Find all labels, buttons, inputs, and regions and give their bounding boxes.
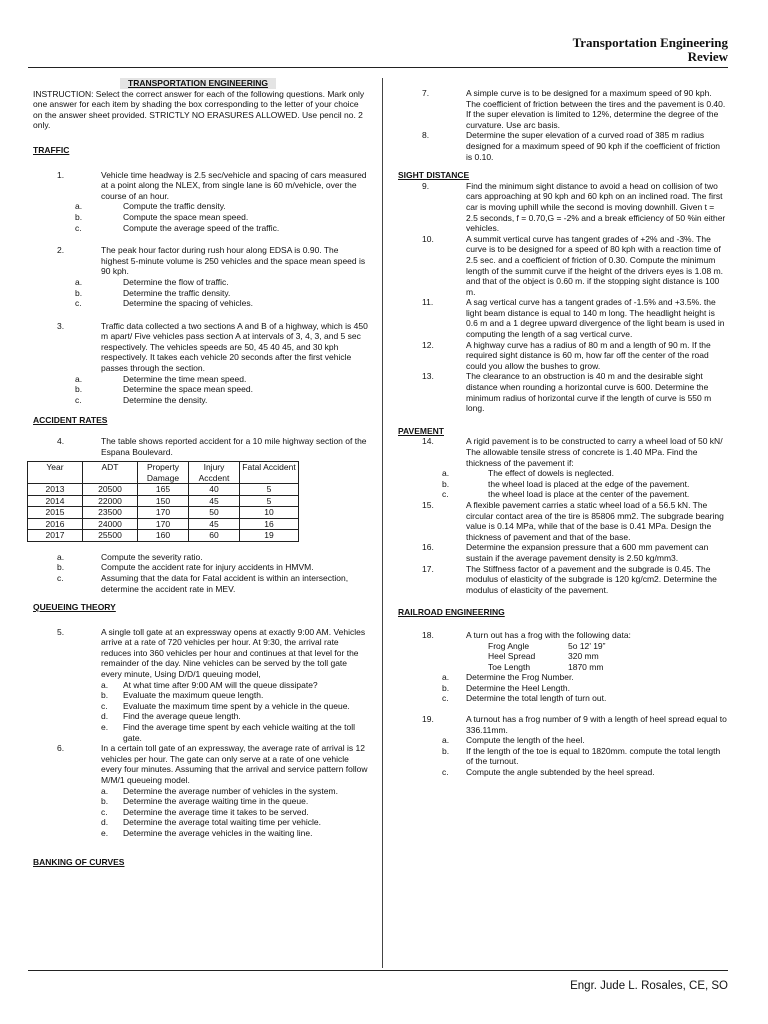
option-text: Determine the space mean speed. — [123, 384, 253, 395]
option-letter: b. — [75, 384, 83, 395]
option-text: Determine the average time it takes to be served. — [123, 806, 309, 817]
option-c — [33, 573, 368, 594]
question-text: The Stiffness factor of a pavement and the subgrade is 0.45. The modulus of elasticity of the subgrade is 120 kg/cm2. Determine the modulus of elasticity of the pavement. — [466, 563, 717, 595]
option-c — [398, 693, 728, 704]
table-cell: 160 — [138, 530, 189, 542]
question-6 — [33, 743, 368, 785]
footer-rule — [28, 970, 728, 971]
option-text: Determine the average waiting time in the queue. — [123, 796, 309, 807]
question-text: A single toll gate at an expressway opens at exactly 9:00 AM. Vehicles arrive at a rate of 720 vehicles per hour. At 9:30, the arrival rate reduces into 360 vehicles per hour and continues at that level for the remainder of the day. Nine vehicles can be served by the toll gate every minute, Using D/D/1 queuing model, — [101, 626, 366, 680]
table-cell: 19 — [240, 530, 299, 542]
question-3 — [33, 321, 368, 374]
table-row — [28, 530, 299, 542]
option-b — [33, 288, 368, 299]
question-19 — [398, 714, 728, 735]
option-letter: b. — [442, 478, 450, 489]
question-16 — [398, 542, 728, 563]
table-row — [28, 495, 299, 507]
question-text: The table shows reported accident for a 10 mile highway section of the Espana Boulevard. — [101, 436, 367, 457]
option-e — [33, 722, 368, 743]
header-subtitle: Review — [687, 49, 728, 64]
table-cell: 45 — [189, 518, 240, 530]
option-letter: c. — [442, 767, 449, 778]
table-cell: 2016 — [28, 518, 83, 530]
table-cell: 22000 — [83, 495, 138, 507]
question-number: 6. — [57, 743, 65, 754]
header-rule — [28, 67, 728, 68]
option-letter: e. — [101, 722, 109, 733]
option-e — [33, 828, 368, 839]
option-letter: b. — [101, 796, 109, 807]
section-sight-distance: SIGHT DISTANCE — [398, 170, 470, 181]
option-letter: c. — [75, 298, 82, 309]
option-a — [33, 374, 368, 385]
section-traffic: TRAFFIC — [33, 144, 70, 155]
question-number: 8. — [422, 130, 430, 141]
question-text: A simple curve is to be designed for a maximum speed of 90 kph. The coefficient of friction between the tires and the pavement is 0.40. If the super elevation is limited to 12%, determine the degree of the curvature. Use arc basis. — [466, 88, 726, 130]
option-letter: c. — [75, 222, 82, 233]
question-text: A summit vertical curve has tangent grades of +2% and -3%. The curve is to be designed for a speed of 80 kph with a reaction time of 2.5 sec. and a coefficient of friction of 0.30. Compute the minimum length of the summit curve if the height of the drivers eyes is 1.08 m. and that of the object is 0.60 m. if the stopping sight distance is 100 m. — [466, 233, 724, 297]
option-b — [33, 690, 368, 701]
frog-data-label: Toe Length — [488, 661, 531, 672]
question-number: 5. — [57, 626, 65, 637]
question-number: 9. — [422, 180, 430, 191]
col-header: ADT — [83, 462, 138, 484]
option-a — [33, 552, 368, 563]
option-a — [398, 735, 728, 746]
question-number: 7. — [422, 88, 430, 98]
question-text: The clearance to an obstruction is 40 m and the desirable sight distance when rounding a horizontal curve is 600. Determine the minimum radius of horizontal curve if the length of curve is 550 m long. — [466, 371, 712, 414]
question-2 — [33, 245, 368, 277]
option-letter: a. — [101, 785, 109, 796]
document-title: TRANSPORTATION ENGINEERING — [120, 78, 276, 89]
option-text: Determine the density. — [123, 394, 208, 405]
question-text: Vehicle time headway is 2.5 sec/vehicle and spacing of cars measured at a point along the NLEX, from single lane is 60 m/vehicle, over the course of an hour. — [101, 169, 367, 201]
table-cell: 20500 — [83, 484, 138, 496]
col-header: Injury Accdent — [189, 462, 240, 484]
option-letter: c. — [57, 572, 64, 583]
question-number: 18. — [422, 629, 434, 640]
option-c — [33, 223, 368, 234]
option-b — [398, 746, 728, 767]
col-header: Fatal Accident — [240, 462, 299, 484]
option-text: Determine the traffic density. — [123, 287, 231, 298]
option-text: Determine the total length of turn out. — [466, 693, 607, 704]
option-letter: a. — [75, 373, 83, 384]
option-text: Compute the space mean speed. — [123, 211, 249, 222]
table-cell: 5 — [240, 495, 299, 507]
question-18 — [398, 630, 728, 641]
option-text: The effect of dowels is neglected. — [488, 468, 615, 479]
question-text: A highway curve has a radius of 80 m and a length of 90 m. If the required sight distance is 60 m, how far off the center of the road could you allow the bushes to grow. — [466, 339, 711, 371]
table-cell: 170 — [138, 518, 189, 530]
col-header: Year — [28, 462, 83, 484]
frog-data-row — [398, 651, 728, 662]
question-number: 11. — [422, 297, 434, 308]
question-number: 14. — [422, 436, 434, 447]
frog-data-value: 5o 12’ 19” — [568, 640, 606, 651]
column-divider — [382, 78, 383, 968]
option-letter: a. — [75, 201, 83, 212]
option-text: Determine the Heel Length. — [466, 682, 570, 693]
table-cell: 45 — [189, 495, 240, 507]
option-letter: a. — [442, 672, 450, 683]
question-10 — [398, 234, 728, 298]
option-c — [33, 298, 368, 309]
table-cell: 170 — [138, 507, 189, 519]
question-number: 2. — [57, 245, 65, 256]
question-17 — [398, 564, 728, 596]
option-letter: b. — [442, 745, 450, 756]
option-text: Find the average queue length. — [123, 711, 241, 722]
question-text: Determine the expansion pressure that a 600 mm pavement can sustain if the average pavement density is 2.50 kg/mm3. — [466, 542, 709, 563]
question-9 — [398, 181, 728, 234]
option-letter: a. — [57, 551, 65, 562]
option-b — [398, 479, 728, 490]
option-letter: c. — [75, 394, 82, 405]
page-header — [573, 36, 728, 64]
left-column — [33, 78, 368, 867]
option-letter: c. — [101, 806, 108, 817]
option-c — [33, 807, 368, 818]
table-cell: 25500 — [83, 530, 138, 542]
table-cell: 40 — [189, 484, 240, 496]
table-cell: 165 — [138, 484, 189, 496]
option-text: Determine the time mean speed. — [123, 373, 247, 384]
question-number: 1. — [57, 169, 65, 180]
option-text: Compute the traffic density. — [123, 201, 226, 212]
question-number: 4. — [57, 436, 65, 447]
option-c — [33, 701, 368, 712]
option-letter: d. — [101, 817, 109, 828]
question-7 — [398, 88, 728, 130]
option-text: Determine the spacing of vehicles. — [123, 298, 253, 309]
option-text: Evaluate the maximum queue length. — [123, 690, 264, 701]
table-cell: 5 — [240, 484, 299, 496]
option-text: Compute the average speed of the traffic. — [123, 222, 280, 233]
section-pavement: PAVEMENT — [398, 425, 444, 436]
option-text: Compute the severity ratio. — [101, 551, 203, 562]
table-row — [28, 484, 299, 496]
option-a — [398, 672, 728, 683]
table-cell: 16 — [240, 518, 299, 530]
option-letter: c. — [442, 693, 449, 704]
question-text: Traffic data collected a two sections A and B of a highway, which is 450 m apart/ Five vehicles pass section A at intervals of 3, 4, 3, and 5 sec respectively. The vehicles speeds are 50, 45 40 45, and 30 kph respectively. It takes each vehicle 20 seconds after the first vehicle passes through the section. — [101, 320, 368, 374]
table-cell: 23500 — [83, 507, 138, 519]
question-1 — [33, 170, 368, 202]
option-letter: b. — [442, 682, 450, 693]
option-text: the wheel load is place at the center of the pavement. — [488, 489, 690, 500]
option-text: Determine the Frog Number. — [466, 672, 574, 683]
question-text: A turnout has a frog number of 9 with a length of heel spread equal to 336.11mm. — [466, 714, 727, 735]
question-4 — [33, 436, 368, 457]
option-d — [33, 817, 368, 828]
option-letter: c. — [101, 700, 108, 711]
option-a — [398, 468, 728, 479]
question-text: A turn out has a frog with the following data: — [466, 629, 631, 640]
option-letter: a. — [442, 468, 450, 479]
option-c — [398, 489, 728, 500]
question-text: Find the minimum sight distance to avoid a head on collision of two cars approaching at 90 kph and 60 kph on an inclined road. The first car is moving uphill while the second is moving downhill. Given t = 2.5 seconds, f = 0.70,G = -2% and a break efficiency of 50 %in either vehicles. — [466, 180, 726, 234]
question-number: 17. — [422, 563, 434, 574]
option-c — [33, 395, 368, 406]
frog-data-row — [398, 641, 728, 652]
option-d — [33, 711, 368, 722]
option-a — [33, 680, 368, 691]
option-letter: e. — [101, 827, 109, 838]
frog-data-value: 320 mm — [568, 651, 599, 662]
option-text: Determine the flow of traffic. — [123, 276, 229, 287]
question-8 — [398, 130, 728, 162]
right-column — [398, 88, 728, 778]
option-a — [33, 786, 368, 797]
section-railroad-engineering: RAILROAD ENGINEERING — [398, 607, 505, 618]
question-number: 16. — [422, 542, 434, 553]
option-text: Compute the length of the heel. — [466, 735, 585, 746]
option-text: Assuming that the data for Fatal accident is within an intersection, determine the accident rate in MEV. — [101, 572, 349, 594]
question-text: The peak hour factor during rush hour along EDSA is 0.90. The highest 5-minute volume is 250 vehicles and the space mean speed is 90 kph. — [101, 245, 366, 277]
frog-data-row — [398, 662, 728, 673]
frog-data-value: 1870 mm — [568, 661, 604, 672]
option-letter: d. — [101, 711, 109, 722]
question-13 — [398, 371, 728, 413]
question-number: 10. — [422, 233, 434, 244]
instruction-text: INSTRUCTION: Select the correct answer for each of the following questions. Mark only one answer for each item by shading the box corresponding to the letter of your choice on the answer sheet provided. STRICTLY NO ERASURES ALLOWED. Use pencil no. 2 only. — [33, 88, 365, 131]
option-b — [398, 683, 728, 694]
table-cell: 2015 — [28, 507, 83, 519]
question-11 — [398, 297, 728, 339]
header-title: Transportation Engineering — [572, 35, 728, 50]
option-b — [33, 212, 368, 223]
table-cell: 2017 — [28, 530, 83, 542]
section-accident-rates: ACCIDENT RATES — [33, 415, 108, 426]
accident-table — [27, 461, 299, 542]
question-number: 3. — [57, 320, 65, 331]
table-row — [28, 518, 299, 530]
option-a — [33, 201, 368, 212]
section-banking-of-curves: BANKING OF CURVES — [33, 856, 125, 867]
question-12 — [398, 340, 728, 372]
option-text: Compute the accident rate for injury accidents in HMVM. — [101, 562, 314, 573]
table-row — [28, 507, 299, 519]
option-b — [33, 562, 368, 573]
footer-author: Engr. Jude L. Rosales, CE, SO — [570, 980, 728, 992]
section-queueing-theory: QUEUEING THEORY — [33, 602, 116, 613]
question-14 — [398, 436, 728, 468]
question-text: Determine the super elevation of a curved road of 385 m radius designed for a maximum speed of 90 kph if the coefficient of friction is 0.10. — [466, 130, 721, 162]
option-text: the wheel load is placed at the edge of the pavement. — [488, 478, 690, 489]
option-text: At what time after 9:00 AM will the queue dissipate? — [123, 679, 318, 690]
question-text: A rigid pavement is to be constructed to carry a wheel load of 50 kN/ The allowable tensile stress of concrete is 1.40 MPa. Find the thickness of the pavement if: — [466, 436, 723, 468]
option-a — [33, 277, 368, 288]
question-text: A sag vertical curve has a tangent grades of -1.5% and +3.5%. the light beam distance is equal to 140 m long. The headlight height is 0.6 m and a 1 degree upward divergence of the light beam is used in computing the length of a sag vertical curve. — [466, 297, 725, 340]
option-text: Determine the average total waiting time per vehicle. — [123, 817, 321, 828]
question-5 — [33, 627, 368, 680]
question-15 — [398, 500, 728, 542]
question-number: 12. — [422, 339, 434, 350]
option-text: Compute the angle subtended by the heel spread. — [466, 767, 655, 778]
option-text: Determine the average vehicles in the waiting line. — [123, 827, 313, 838]
option-letter: b. — [57, 562, 65, 573]
option-letter: a. — [442, 735, 450, 746]
table-cell: 150 — [138, 495, 189, 507]
question-number: 13. — [422, 371, 434, 382]
option-letter: a. — [101, 679, 109, 690]
option-text: Determine the average number of vehicles in the system. — [123, 785, 338, 796]
table-cell: 10 — [240, 507, 299, 519]
col-header: Property Damage — [138, 462, 189, 484]
table-cell: 50 — [189, 507, 240, 519]
option-text: Evaluate the maximum time spent by a vehicle in the queue. — [123, 700, 350, 711]
frog-data-label: Heel Spread — [488, 651, 536, 662]
option-b — [33, 384, 368, 395]
table-cell: 60 — [189, 530, 240, 542]
question-number: 15. — [422, 499, 434, 510]
option-letter: a. — [75, 276, 83, 287]
option-letter: b. — [75, 287, 83, 298]
frog-data-label: Frog Angle — [488, 640, 530, 651]
question-number: 19. — [422, 714, 434, 725]
option-letter: b. — [101, 690, 109, 701]
option-letter: c. — [442, 489, 449, 500]
table-cell: 2014 — [28, 495, 83, 507]
option-text: Find the average time spent by each vehicle waiting at the toll gate. — [123, 722, 355, 743]
table-cell: 2013 — [28, 484, 83, 496]
option-c — [398, 767, 728, 778]
option-b — [33, 796, 368, 807]
option-text: If the length of the toe is equal to 1820mm. compute the total length of the turnout. — [466, 745, 721, 767]
question-text: In a certain toll gate of an expressway, the average rate of arrival is 12 vehicles per hour. The gate can only serve at a rate of one vehicle every four minutes. Assuming that the arrival and service pattern follow M/M/1 queueing model. — [101, 743, 368, 785]
question-text: A flexible pavement carries a static wheel load of a 56.5 kN. The circular contact area of the tire is 85806 mm2. The subgrade bearing value is 0.14 MPa, while that of the base is 0.41 MPa. Design the thickness of pavement and that of the base. — [466, 499, 724, 542]
accident-table-body — [28, 484, 299, 542]
table-cell: 24000 — [83, 518, 138, 530]
option-letter: b. — [75, 211, 83, 222]
table-header-row — [28, 462, 299, 484]
